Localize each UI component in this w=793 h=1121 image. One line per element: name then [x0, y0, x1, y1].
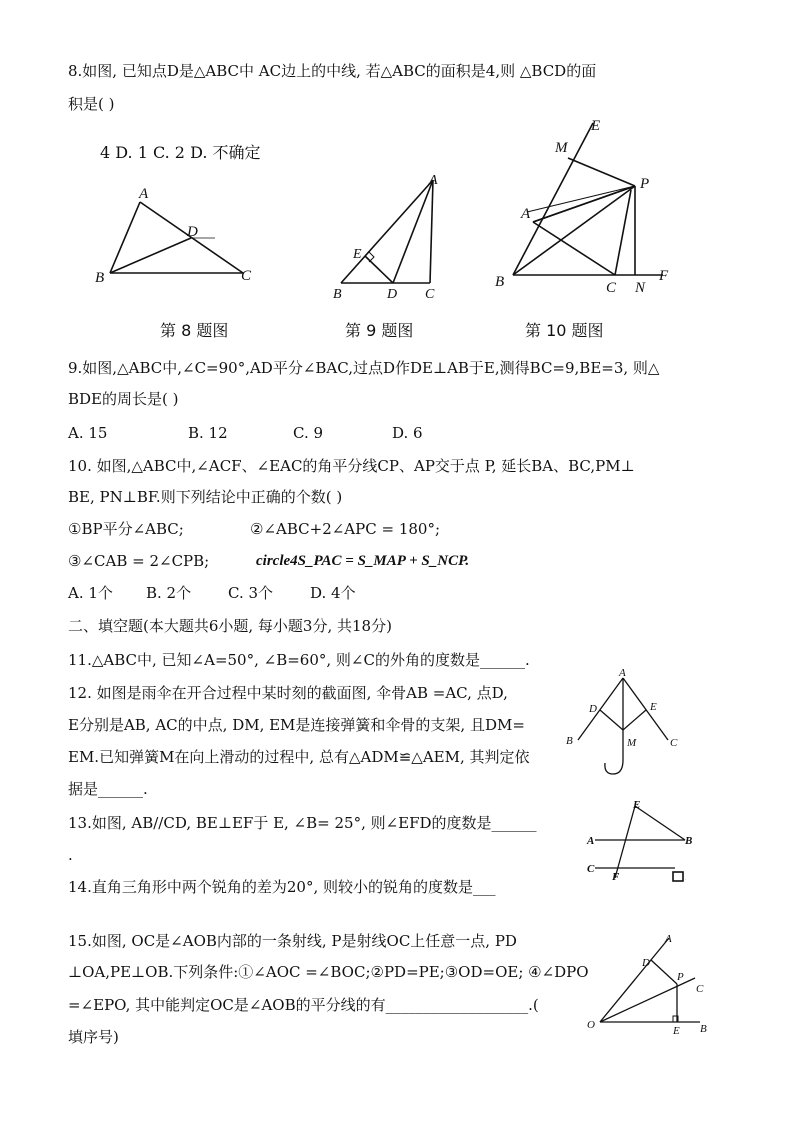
- q13-line1: 13.如图, AB//CD, BE⊥EF于 E, ∠B= 25°, 则∠EFD的度数是______: [68, 814, 537, 832]
- q15-line4: 填序号): [68, 1028, 119, 1046]
- fig9-label-b: B: [333, 287, 342, 302]
- fig10-label-p: P: [640, 176, 650, 192]
- q10-option-c: C. 3个: [228, 584, 274, 602]
- q10-option-a: A. 1个: [68, 584, 113, 602]
- fig8-label-c: C: [241, 268, 252, 284]
- fig15-label-o: O: [587, 1019, 595, 1031]
- fig8-label-d: D: [187, 224, 198, 240]
- fig9-label-c: C: [425, 287, 435, 302]
- fig10-label-n: N: [635, 280, 646, 296]
- q10-option-b: B. 2个: [146, 584, 192, 602]
- figure-15: [585, 928, 715, 1038]
- fig10-label-e: E: [591, 118, 601, 134]
- q14-text: 14.直角三角形中两个锐角的差为20°, 则较小的锐角的度数是___: [68, 878, 496, 896]
- fig15-label-b: B: [700, 1023, 707, 1035]
- fig13-label-c: C: [587, 863, 595, 875]
- fig10-label-f: F: [659, 268, 669, 284]
- figure-8: [95, 180, 265, 290]
- figure-10: [493, 118, 693, 298]
- fig15-label-a: A: [665, 933, 672, 945]
- q8-line1: 8.如图, 已知点D是△ABC中 AC边上的中线, 若△ABC的面积是4,则 △BCD的面: [68, 62, 597, 80]
- q9-option-b: B. 12: [188, 424, 228, 442]
- q13-line2: .: [68, 846, 73, 864]
- caption-fig10: 第 10 题图: [525, 321, 604, 340]
- fig12-label-a: A: [619, 667, 626, 679]
- q12-line2: E分别是AB, AC的中点, DM, EM是连接弹簧和伞骨的支架, 且DM=: [68, 716, 525, 734]
- fig15-label-p: P: [677, 971, 684, 983]
- q8-options: 4 D. 1 C. 2 D. 不确定: [100, 143, 261, 162]
- fig13-label-b: B: [685, 835, 693, 847]
- fig9-label-e: E: [353, 247, 362, 262]
- q15-line2: ⊥OA,PE⊥OB.下列条件:①∠AOC =∠BOC;②PD=PE;③OD=OE; ④∠DPO: [68, 963, 589, 981]
- q9-option-d: D. 6: [392, 424, 423, 442]
- fig12-label-d: D: [589, 703, 597, 715]
- q10-line1: 10. 如图,△ABC中,∠ACF、∠EAC的角平分线CP、AP交于点 P, 延长BA、BC,PM⊥: [68, 457, 635, 475]
- figure-9: [325, 170, 455, 300]
- fig12-label-m: M: [627, 737, 637, 749]
- q15-line3: =∠EPO, 其中能判定OC是∠AOB的平分线的有___________________.(: [68, 996, 539, 1014]
- fig13-label-f: F: [612, 871, 620, 883]
- fig10-label-c: C: [606, 280, 617, 296]
- fig13-label-e: E: [633, 799, 641, 811]
- fig10-label-a: A: [521, 206, 531, 222]
- q10-option-d: D. 4个: [310, 584, 356, 602]
- fig8-label-a: A: [139, 186, 149, 202]
- figure-13: [585, 800, 695, 885]
- q15-line1: 15.如图, OC是∠AOB内部的一条射线, P是射线OC上任意一点, PD: [68, 932, 517, 950]
- fig12-label-c: C: [670, 737, 678, 749]
- q9-line1: 9.如图,△ABC中,∠C=90°,AD平分∠BAC,过点D作DE⊥AB于E,测得BC=9,BE=3, 则△: [68, 359, 660, 377]
- q12-line3: EM.已知弹簧M在向上滑动的过程中, 总有△ADM≌△AEM, 其判定依: [68, 748, 530, 766]
- fig10-label-b: B: [495, 274, 505, 290]
- section-2-heading: 二、填空题(本大题共6小题, 每小题3分, 共18分): [68, 617, 392, 635]
- q12-line4: 据是______.: [68, 780, 148, 798]
- q9-option-c: C. 9: [293, 424, 324, 442]
- fig13-label-a: A: [587, 835, 595, 847]
- fig15-label-e: E: [673, 1025, 680, 1037]
- caption-fig8: 第 8 题图: [160, 321, 229, 340]
- q10-conclusion-3: ③∠CAB = 2∠CPB;: [68, 552, 210, 570]
- q12-line1: 12. 如图是雨伞在开合过程中某时刻的截面图, 伞骨AB =AC, 点D,: [68, 684, 508, 702]
- q9-line2: BDE的周长是( ): [68, 390, 179, 408]
- q10-conclusion-2: ②∠ABC+2∠APC = 180°;: [250, 520, 440, 538]
- q10-conclusion-1: ①BP平分∠ABC;: [68, 520, 184, 538]
- figure-12: [560, 668, 690, 778]
- fig13-label-d: D: [685, 880, 686, 881]
- fig12-label-e: E: [650, 701, 657, 713]
- fig9-label-d: D: [387, 287, 398, 302]
- fig10-label-m: M: [555, 140, 568, 156]
- fig15-label-c: C: [696, 983, 704, 995]
- caption-fig9: 第 9 题图: [345, 321, 414, 340]
- fig9-label-a: A: [429, 173, 438, 188]
- q10-line2: BE, PN⊥BF.则下列结论中正确的个数( ): [68, 488, 343, 506]
- fig15-label-d: D: [642, 957, 650, 969]
- q9-option-a: A. 15: [68, 424, 108, 442]
- fig12-label-b: B: [566, 735, 573, 747]
- q10-conclusion-4: circle4S_PAC = S_MAP + S_NCP.: [256, 553, 470, 569]
- fig8-label-b: B: [95, 270, 105, 286]
- q11-text: 11.△ABC中, 已知∠A=50°, ∠B=60°, 则∠C的外角的度数是______.: [68, 651, 530, 669]
- q8-line2: 积是( ): [68, 95, 115, 113]
